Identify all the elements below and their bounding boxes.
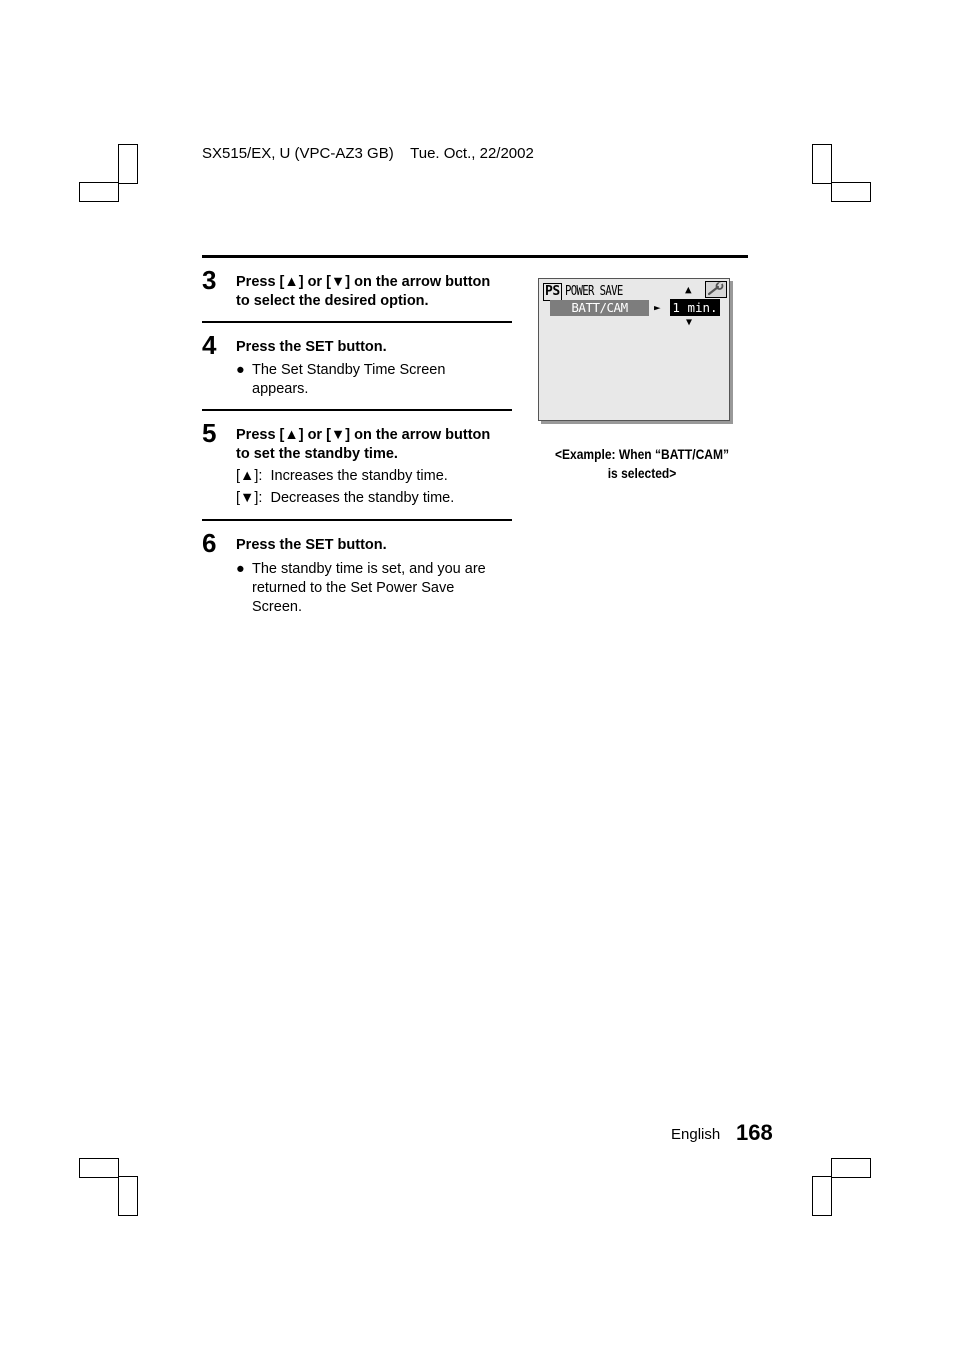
step-6-number: 6 <box>202 528 217 558</box>
bullet-icon: ● <box>236 561 245 577</box>
down-key-desc: Decreases the standby time. <box>270 490 455 506</box>
crop-mark-top-left-v <box>118 144 138 184</box>
crop-mark-top-right-v <box>812 144 832 184</box>
up-key-label: [▲]: <box>236 468 263 484</box>
crop-mark-bottom-right-h <box>831 1158 871 1178</box>
crop-mark-bottom-left-v <box>118 1176 138 1216</box>
step-6-bullet: ● The standby time is set, and you are returned to the Set Power Save Screen. <box>236 561 486 615</box>
footer-language: English <box>671 1126 721 1143</box>
step-4-bullet: ● The Set Standby Time Screen appears. <box>236 362 446 397</box>
standby-value: 1 min. <box>670 299 720 316</box>
crop-mark-bottom-right-v <box>812 1176 832 1216</box>
step-5-instruction: Press [▲] or [▼] on the arrow button to set the standby time. <box>236 427 491 462</box>
step-3-instruction: Press [▲] or [▼] on the arrow button to select the desired option. <box>236 274 491 309</box>
step-5-number: 5 <box>202 418 217 448</box>
bullet-icon: ● <box>236 362 245 378</box>
page-number: 168 <box>736 1120 773 1145</box>
step-5-key-up <box>236 467 448 486</box>
step-3-number: 3 <box>202 265 217 295</box>
wrench-icon <box>705 281 727 298</box>
doc-id: SX515/EX, U (VPC-AZ3 GB) <box>202 145 394 162</box>
pointer-icon: ► <box>654 301 661 314</box>
down-key-label: [▼]: <box>236 490 263 506</box>
wrench-icon-graphic <box>706 282 726 297</box>
step-4-number: 4 <box>202 330 217 360</box>
step-divider <box>202 321 512 323</box>
figure-caption: <Example: When “BATT/CAM” is selected> <box>554 446 730 481</box>
down-arrow-icon: ▼ <box>686 317 693 328</box>
ps-badge: PS <box>545 284 560 299</box>
step-divider <box>202 519 512 521</box>
crop-mark-bottom-left-h <box>79 1158 119 1178</box>
crop-mark-top-right-h <box>831 182 871 202</box>
up-key-desc: Increases the standby time. <box>270 468 448 484</box>
step-divider <box>202 409 512 411</box>
step-6-instruction: Press the SET button. <box>236 537 387 553</box>
camera-lcd-screen <box>538 278 730 421</box>
lcd-title: POWER SAVE <box>565 284 623 299</box>
document-header <box>202 145 534 162</box>
top-divider <box>202 255 748 258</box>
option-batt-cam: BATT/CAM <box>550 300 649 316</box>
crop-mark-top-left-h <box>79 182 119 202</box>
step-5-key-down <box>236 489 454 508</box>
up-arrow-icon: ▲ <box>685 283 692 296</box>
doc-date: Tue. Oct., 22/2002 <box>410 145 534 162</box>
step-4-instruction: Press the SET button. <box>236 339 387 355</box>
